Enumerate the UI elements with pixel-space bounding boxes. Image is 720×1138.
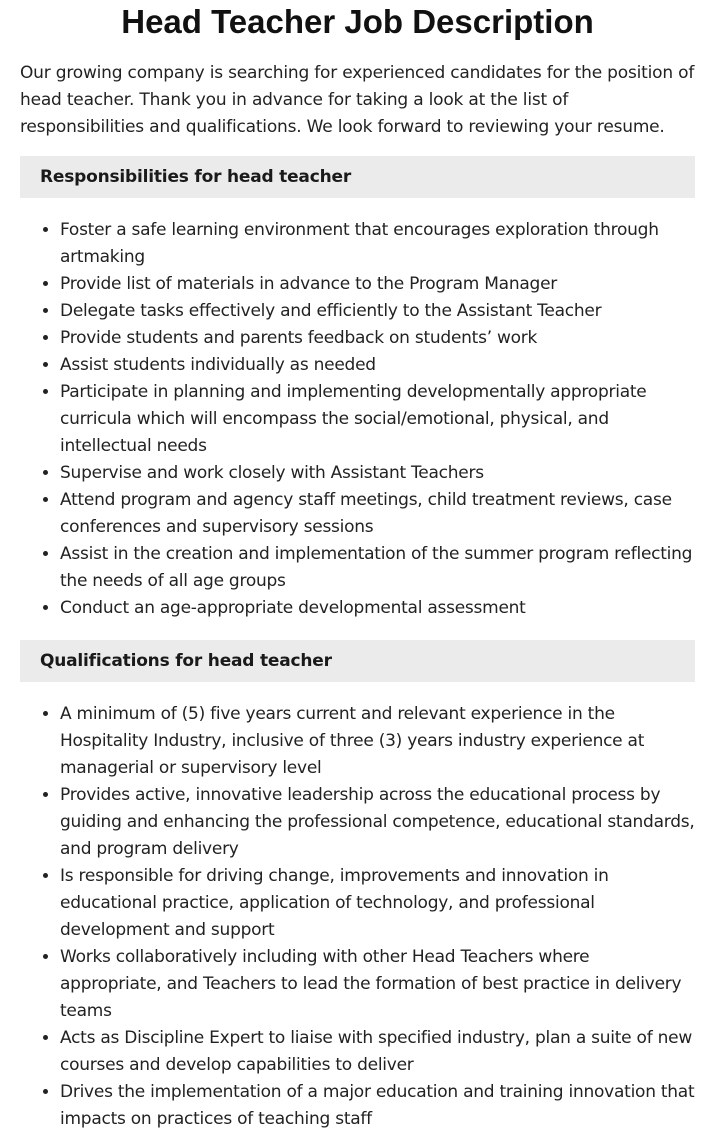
- qualifications-heading: Qualifications for head teacher: [20, 640, 695, 682]
- list-item: • Delegate tasks effectively and efficiently to the Assistant Teacher: [60, 298, 695, 325]
- list-item: • Provide list of materials in advance to the Program Manager: [60, 271, 695, 298]
- qualifications-list: [20, 701, 695, 1133]
- list-item: • Conduct an age-appropriate developmental assessment: [60, 595, 695, 622]
- list-item: • Attend program and agency staff meetings, child treatment reviews, case conferences and supervisory sessions: [60, 487, 695, 541]
- list-item: • Assist in the creation and implementation of the summer program reflecting the needs of all age groups: [60, 541, 695, 595]
- list-item: • Participate in planning and implementing developmentally appropriate curricula which will encompass the social/emotional, physical, and intellectual needs: [60, 379, 695, 460]
- list-item: • Provides active, innovative leadership across the educational process by guiding and enhancing the professional competence, educational standards, and program delivery: [60, 782, 695, 863]
- list-item: • Acts as Discipline Expert to liaise with specified industry, plan a suite of new courses and develop capabilities to deliver: [60, 1025, 695, 1079]
- list-item: • Assist students individually as needed: [60, 352, 695, 379]
- list-item: • Is responsible for driving change, improvements and innovation in educational practice, application of technology, and professional development and support: [60, 863, 695, 944]
- list-item: • Provide students and parents feedback on students’ work: [60, 325, 695, 352]
- list-item: • A minimum of (5) five years current and relevant experience in the Hospitality Industry, inclusive of three (3) years industry experience at managerial or supervisory level: [60, 701, 695, 782]
- list-item: • Supervise and work closely with Assistant Teachers: [60, 460, 695, 487]
- list-item: • Drives the implementation of a major education and training innovation that impacts on practices of teaching staff: [60, 1079, 695, 1133]
- list-item: • Works collaboratively including with other Head Teachers where appropriate, and Teachers to lead the formation of best practice in delivery teams: [60, 944, 695, 1025]
- responsibilities-heading: Responsibilities for head teacher: [20, 156, 695, 198]
- list-item: • Foster a safe learning environment that encourages exploration through artmaking: [60, 217, 695, 271]
- responsibilities-list: [20, 217, 695, 622]
- intro-paragraph: Our growing company is searching for experienced candidates for the position of head teacher. Thank you in advance for taking a look at the list of responsibilities and qualifications. We look forward to reviewing your resume.: [20, 63, 695, 137]
- page-title: Head Teacher Job Description: [121, 3, 594, 40]
